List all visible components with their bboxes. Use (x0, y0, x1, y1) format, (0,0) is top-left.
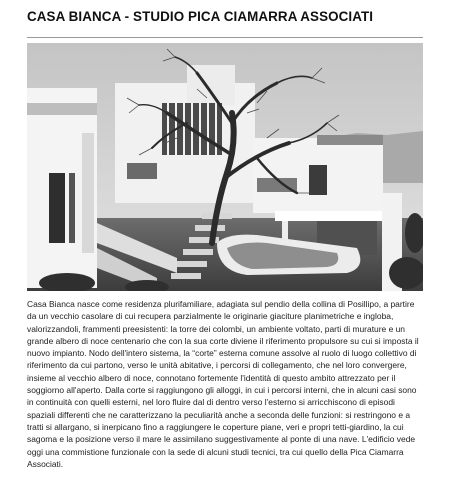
article-text: Casa Bianca nasce come residenza plurifamiliare, adagiata sul pendio della collina di Posillipo, a partire da un vecchio casolare di cui recupera parzialmente le originarie giaciture planimetriche e ingloba, valorizzandoli, frammenti preesistenti: la torre dei colombi, un ambiente voltato, parti di murature e un grande albero di noce centenario che con la sua corte diviene il riferimento propulsore su cui si imposta il nuovo impianto. Nodo dell'intero sistema, la “corte” esterna comune assolve al ruolo di luogo collettivo di riferimento da cui partono, verso le unità abitative, i percorsi di collegamento, che nel loro convergere, insieme al vecchio albero di noce, connotano fortemente l'identità di questo ambito attrezzato per il soggiorno all'aperto. Dalla corte si raggiungono gli alloggi, in cui i percorsi interni, che in alcuni casi sono in continuità con quelli esterni, nel loro fluire dal di dentro verso l'esterno si arricchiscono di episodi spaziali differenti che ne caratterizzano la peculiarità anche a seconda delle funzioni: si restringono e a tratti si allargano, si inerpicano fino a raggiungere le coperture piane, veri e propri tetti-giardino, la cui sagoma e la posizione verso il mare le assimilano suggestivamente al ponte di una nave. L'edificio vede oggi una commistione funzionale con la sede di alcuni studi tecnici, tra cui quello della Pica Ciamarra Associati. (27, 299, 419, 469)
building-photo (27, 43, 423, 291)
page-title: CASA BIANCA - STUDIO PICA CIAMARRA ASSOCIATI (27, 9, 374, 24)
title-divider (27, 37, 423, 38)
